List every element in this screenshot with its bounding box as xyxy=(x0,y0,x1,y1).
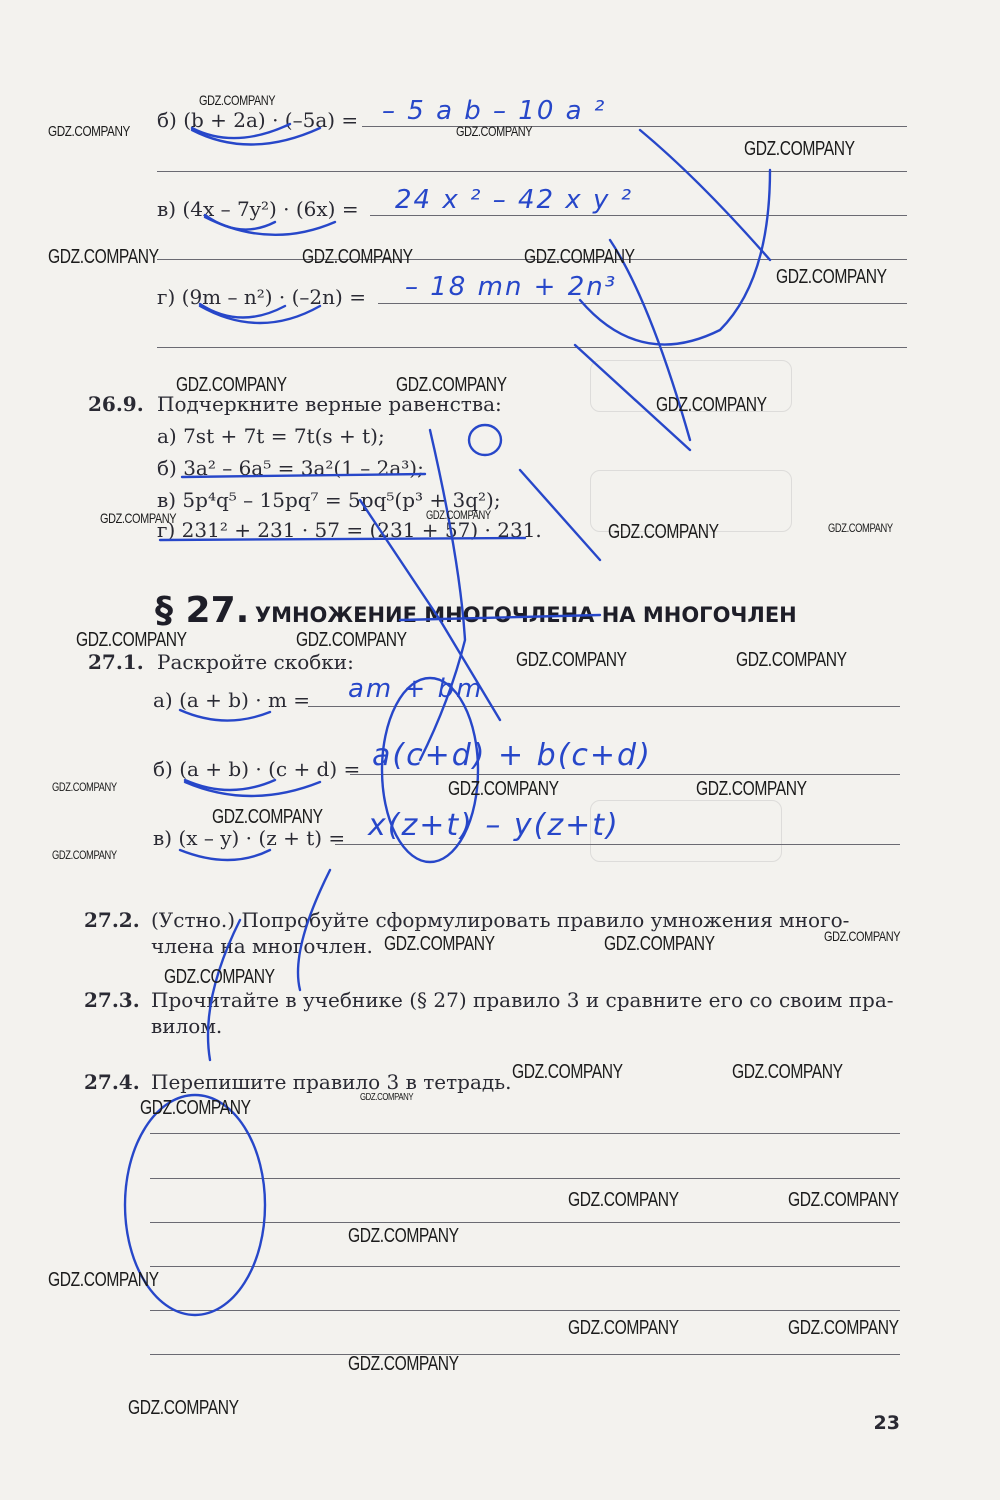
watermark: GDZ.COMPANY xyxy=(176,374,287,396)
ex27-2-text-line2: члена на многочлен. xyxy=(151,934,373,958)
section-name: УМНОЖЕНИЕ МНОГОЧЛЕНА НА МНОГОЧЛЕН xyxy=(254,603,797,627)
doodle-stroke xyxy=(208,920,240,1060)
watermark: GDZ.COMPANY xyxy=(696,778,807,800)
watermark: GDZ.COMPANY xyxy=(100,510,177,526)
underline-mark xyxy=(182,474,425,477)
ex26-9-item-v: в) 5p⁴q⁵ – 15pq⁷ = 5pq⁵(p³ + 3q²); xyxy=(157,488,501,512)
watermark: GDZ.COMPANY xyxy=(384,933,495,955)
watermark: GDZ.COMPANY xyxy=(348,1225,459,1247)
ex27-1-a-handwritten-answer: am + bm xyxy=(348,674,484,704)
ex27-2-number: 27.2. xyxy=(84,908,140,932)
arc-mark xyxy=(185,780,275,790)
arc-mark xyxy=(180,710,270,721)
ex26-9-item-g: г) 231² + 231 · 57 = (231 + 57) · 231. xyxy=(157,518,542,542)
ex27-2-text-line1: (Устно.) Попробуйте сформулировать правило умножения много- xyxy=(151,908,850,932)
ex27-1-b-expression: б) (a + b) · (c + d) = xyxy=(153,757,361,781)
ex27-3-number: 27.3. xyxy=(84,988,140,1012)
watermark: GDZ.COMPANY xyxy=(732,1061,843,1083)
watermark: GDZ.COMPANY xyxy=(608,521,719,543)
ex27-4-number: 27.4. xyxy=(84,1070,140,1094)
arc-mark xyxy=(185,782,320,796)
underline-mark xyxy=(160,538,525,540)
ex26-8-v-handwritten-answer: 24 x ² – 42 x y ² xyxy=(395,185,634,215)
watermark: GDZ.COMPANY xyxy=(828,521,893,535)
ex26-9-item-b: б) 3a² – 6a⁵ = 3a²(1 – 2a³); xyxy=(157,456,424,480)
ex26-9-number: 26.9. xyxy=(88,392,144,416)
watermark: GDZ.COMPANY xyxy=(348,1353,459,1375)
watermark: GDZ.COMPANY xyxy=(426,508,491,522)
watermark: GDZ.COMPANY xyxy=(656,394,767,416)
doodle-stroke xyxy=(520,470,600,560)
watermark: GDZ.COMPANY xyxy=(824,928,901,944)
watermark: GDZ.COMPANY xyxy=(199,92,276,108)
watermark: GDZ.COMPANY xyxy=(788,1317,899,1339)
doodle-circle xyxy=(469,425,501,455)
watermark: GDZ.COMPANY xyxy=(396,374,507,396)
arc-mark xyxy=(200,304,285,318)
ex27-1-v-expression: в) (x – y) · (z + t) = xyxy=(153,826,346,850)
ex26-9-task: Подчеркните верные равенства: xyxy=(157,392,502,416)
watermark: GDZ.COMPANY xyxy=(524,246,635,268)
watermark: GDZ.COMPANY xyxy=(52,848,117,862)
section-mark: § 27. xyxy=(155,590,250,631)
ex27-3-text-line1: Прочитайте в учебнике (§ 27) правило 3 и сравните его со своим пра- xyxy=(151,988,894,1012)
watermark: GDZ.COMPANY xyxy=(164,966,275,988)
watermark: GDZ.COMPANY xyxy=(76,629,187,651)
ex27-1-a-expression: а) (a + b) · m = xyxy=(153,688,311,712)
watermark: GDZ.COMPANY xyxy=(360,1092,414,1103)
watermark: GDZ.COMPANY xyxy=(48,246,159,268)
doodle-stroke xyxy=(360,500,500,720)
watermark: GDZ.COMPANY xyxy=(604,933,715,955)
watermark: GDZ.COMPANY xyxy=(48,1269,159,1291)
watermark: GDZ.COMPANY xyxy=(212,806,323,828)
watermark: GDZ.COMPANY xyxy=(516,649,627,671)
ex27-1-b-handwritten-answer: a(c+d) + b(c+d) xyxy=(372,738,652,773)
ex26-8-g-handwritten-answer: – 18 mn + 2n³ xyxy=(405,272,618,302)
watermark: GDZ.COMPANY xyxy=(776,266,887,288)
watermark: GDZ.COMPANY xyxy=(736,649,847,671)
ex27-3-text-line2: вилом. xyxy=(151,1014,223,1038)
watermark: GDZ.COMPANY xyxy=(140,1097,251,1119)
ex26-9-item-a: а) 7st + 7t = 7t(s + t); xyxy=(157,424,385,448)
watermark: GDZ.COMPANY xyxy=(744,138,855,160)
watermark: GDZ.COMPANY xyxy=(128,1397,239,1419)
ex26-8-g-expression: г) (9m – n²) · (–2n) = xyxy=(157,285,366,309)
watermark: GDZ.COMPANY xyxy=(52,780,117,794)
doodle-stroke xyxy=(298,870,330,990)
watermark: GDZ.COMPANY xyxy=(448,778,559,800)
arc-mark xyxy=(180,850,270,860)
doodle-circle xyxy=(382,678,478,862)
ex26-8-v-expression: в) (4x – 7y²) · (6x) = xyxy=(157,197,359,221)
ex27-1-task: Раскройте скобки: xyxy=(157,650,354,674)
doodle-stroke xyxy=(420,430,465,760)
watermark: GDZ.COMPANY xyxy=(456,123,533,139)
watermark: GDZ.COMPANY xyxy=(302,246,413,268)
ex26-8-b-expression: б) (b + 2a) · (–5a) = xyxy=(157,108,359,132)
ex27-1-number: 27.1. xyxy=(88,650,144,674)
watermark: GDZ.COMPANY xyxy=(48,123,130,140)
watermark: GDZ.COMPANY xyxy=(568,1317,679,1339)
ex27-1-v-handwritten-answer: x(z+t) – y(z+t) xyxy=(368,808,620,843)
watermark: GDZ.COMPANY xyxy=(512,1061,623,1083)
page-number: 23 xyxy=(873,1412,900,1434)
doodle-stroke xyxy=(400,615,600,620)
watermark: GDZ.COMPANY xyxy=(568,1189,679,1211)
ex26-8-b-handwritten-answer: – 5 a b – 10 a ² xyxy=(382,96,607,126)
arc-mark xyxy=(205,217,335,235)
watermark: GDZ.COMPANY xyxy=(296,629,407,651)
watermark: GDZ.COMPANY xyxy=(788,1189,899,1211)
ex27-4-text: Перепишите правило 3 в тетрадь. xyxy=(151,1070,512,1094)
